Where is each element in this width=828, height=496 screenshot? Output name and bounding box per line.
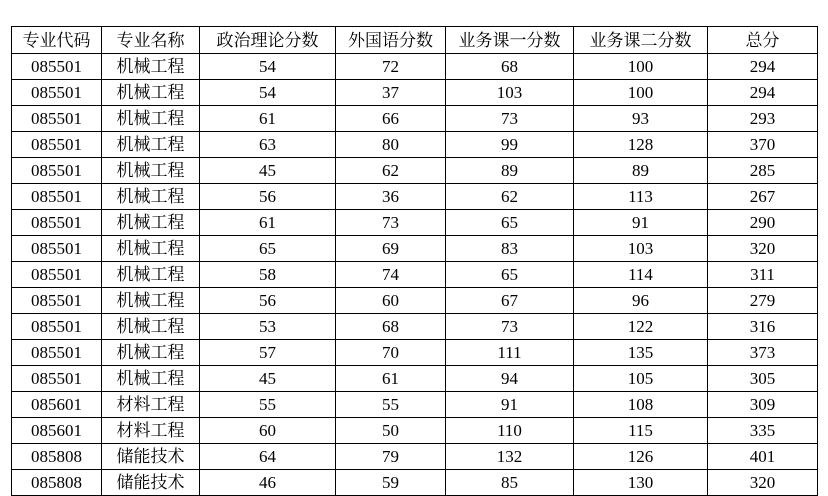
table-row bbox=[12, 366, 818, 392]
cell-politics-score: 54 bbox=[200, 80, 336, 106]
cell-major-name: 机械工程 bbox=[102, 262, 200, 288]
cell-subject-two-score: 108 bbox=[574, 392, 708, 418]
cell-total-score: 267 bbox=[708, 184, 818, 210]
cell-politics-score: 54 bbox=[200, 54, 336, 80]
table-row bbox=[12, 158, 818, 184]
cell-subject-one-score: 68 bbox=[446, 54, 574, 80]
cell-subject-two-score: 89 bbox=[574, 158, 708, 184]
cell-total-score: 311 bbox=[708, 262, 818, 288]
cell-politics-score: 60 bbox=[200, 418, 336, 444]
cell-foreign-language-score: 69 bbox=[336, 236, 446, 262]
cell-subject-one-score: 73 bbox=[446, 314, 574, 340]
cell-politics-score: 53 bbox=[200, 314, 336, 340]
table-row bbox=[12, 418, 818, 444]
cell-subject-two-score: 105 bbox=[574, 366, 708, 392]
cell-total-score: 320 bbox=[708, 236, 818, 262]
table-header-row bbox=[12, 27, 818, 54]
cell-major-code: 085501 bbox=[12, 106, 102, 132]
cell-major-name: 储能技术 bbox=[102, 470, 200, 496]
cell-foreign-language-score: 70 bbox=[336, 340, 446, 366]
cell-major-name: 机械工程 bbox=[102, 236, 200, 262]
cell-subject-one-score: 94 bbox=[446, 366, 574, 392]
cell-politics-score: 56 bbox=[200, 184, 336, 210]
cell-foreign-language-score: 73 bbox=[336, 210, 446, 236]
cell-total-score: 370 bbox=[708, 132, 818, 158]
cell-total-score: 293 bbox=[708, 106, 818, 132]
cell-subject-two-score: 135 bbox=[574, 340, 708, 366]
cell-subject-two-score: 122 bbox=[574, 314, 708, 340]
cell-major-name: 机械工程 bbox=[102, 132, 200, 158]
table-row bbox=[12, 210, 818, 236]
cell-major-code: 085501 bbox=[12, 210, 102, 236]
cell-major-name: 机械工程 bbox=[102, 54, 200, 80]
cell-major-code: 085501 bbox=[12, 158, 102, 184]
cell-major-code: 085601 bbox=[12, 418, 102, 444]
cell-total-score: 294 bbox=[708, 80, 818, 106]
cell-major-name: 机械工程 bbox=[102, 210, 200, 236]
cell-major-name: 机械工程 bbox=[102, 106, 200, 132]
table-row bbox=[12, 80, 818, 106]
column-header-subject-two-score: 业务课二分数 bbox=[574, 27, 708, 54]
column-header-major-name: 专业名称 bbox=[102, 27, 200, 54]
cell-subject-two-score: 103 bbox=[574, 236, 708, 262]
cell-major-code: 085601 bbox=[12, 392, 102, 418]
cell-subject-one-score: 110 bbox=[446, 418, 574, 444]
table-row bbox=[12, 236, 818, 262]
table-row bbox=[12, 54, 818, 80]
table-row bbox=[12, 288, 818, 314]
cell-foreign-language-score: 60 bbox=[336, 288, 446, 314]
cell-politics-score: 58 bbox=[200, 262, 336, 288]
cell-foreign-language-score: 79 bbox=[336, 444, 446, 470]
table-row bbox=[12, 444, 818, 470]
cell-major-code: 085501 bbox=[12, 288, 102, 314]
cell-major-name: 机械工程 bbox=[102, 314, 200, 340]
cell-total-score: 305 bbox=[708, 366, 818, 392]
cell-major-code: 085501 bbox=[12, 340, 102, 366]
cell-subject-one-score: 65 bbox=[446, 262, 574, 288]
cell-foreign-language-score: 68 bbox=[336, 314, 446, 340]
cell-total-score: 401 bbox=[708, 444, 818, 470]
cell-foreign-language-score: 80 bbox=[336, 132, 446, 158]
cell-major-code: 085808 bbox=[12, 444, 102, 470]
cell-foreign-language-score: 61 bbox=[336, 366, 446, 392]
cell-total-score: 373 bbox=[708, 340, 818, 366]
cell-foreign-language-score: 50 bbox=[336, 418, 446, 444]
cell-total-score: 279 bbox=[708, 288, 818, 314]
cell-politics-score: 61 bbox=[200, 210, 336, 236]
table-row bbox=[12, 106, 818, 132]
column-header-total-score: 总分 bbox=[708, 27, 818, 54]
table-row bbox=[12, 470, 818, 496]
cell-foreign-language-score: 59 bbox=[336, 470, 446, 496]
cell-major-code: 085501 bbox=[12, 366, 102, 392]
cell-subject-one-score: 132 bbox=[446, 444, 574, 470]
cell-total-score: 290 bbox=[708, 210, 818, 236]
cell-politics-score: 55 bbox=[200, 392, 336, 418]
cell-major-name: 材料工程 bbox=[102, 392, 200, 418]
table-row bbox=[12, 340, 818, 366]
cell-subject-two-score: 126 bbox=[574, 444, 708, 470]
cell-major-code: 085501 bbox=[12, 80, 102, 106]
cell-major-name: 机械工程 bbox=[102, 158, 200, 184]
cell-politics-score: 45 bbox=[200, 158, 336, 184]
cell-politics-score: 61 bbox=[200, 106, 336, 132]
cell-major-code: 085501 bbox=[12, 54, 102, 80]
cell-politics-score: 64 bbox=[200, 444, 336, 470]
cell-foreign-language-score: 74 bbox=[336, 262, 446, 288]
cell-foreign-language-score: 72 bbox=[336, 54, 446, 80]
table-body bbox=[12, 54, 818, 496]
cell-subject-one-score: 65 bbox=[446, 210, 574, 236]
cell-politics-score: 46 bbox=[200, 470, 336, 496]
cell-politics-score: 63 bbox=[200, 132, 336, 158]
cell-subject-one-score: 111 bbox=[446, 340, 574, 366]
cell-politics-score: 45 bbox=[200, 366, 336, 392]
cell-subject-one-score: 67 bbox=[446, 288, 574, 314]
cell-major-code: 085808 bbox=[12, 470, 102, 496]
cell-total-score: 335 bbox=[708, 418, 818, 444]
cell-foreign-language-score: 55 bbox=[336, 392, 446, 418]
table-row bbox=[12, 262, 818, 288]
cell-subject-two-score: 96 bbox=[574, 288, 708, 314]
cell-major-code: 085501 bbox=[12, 132, 102, 158]
table-row bbox=[12, 392, 818, 418]
cell-total-score: 285 bbox=[708, 158, 818, 184]
cell-major-code: 085501 bbox=[12, 262, 102, 288]
cell-subject-one-score: 99 bbox=[446, 132, 574, 158]
column-header-foreign-language-score: 外国语分数 bbox=[336, 27, 446, 54]
cell-subject-two-score: 114 bbox=[574, 262, 708, 288]
cell-major-name: 机械工程 bbox=[102, 80, 200, 106]
table-row bbox=[12, 132, 818, 158]
cell-politics-score: 65 bbox=[200, 236, 336, 262]
table-header bbox=[12, 27, 818, 54]
cell-subject-two-score: 100 bbox=[574, 80, 708, 106]
cell-subject-one-score: 83 bbox=[446, 236, 574, 262]
cell-foreign-language-score: 37 bbox=[336, 80, 446, 106]
table-row bbox=[12, 314, 818, 340]
cell-major-name: 机械工程 bbox=[102, 184, 200, 210]
cell-subject-one-score: 85 bbox=[446, 470, 574, 496]
cell-subject-two-score: 115 bbox=[574, 418, 708, 444]
cell-subject-one-score: 62 bbox=[446, 184, 574, 210]
cell-politics-score: 57 bbox=[200, 340, 336, 366]
cell-subject-two-score: 128 bbox=[574, 132, 708, 158]
table-row bbox=[12, 184, 818, 210]
cell-major-name: 储能技术 bbox=[102, 444, 200, 470]
cell-subject-one-score: 89 bbox=[446, 158, 574, 184]
cell-subject-two-score: 91 bbox=[574, 210, 708, 236]
cell-total-score: 320 bbox=[708, 470, 818, 496]
column-header-major-code: 专业代码 bbox=[12, 27, 102, 54]
cell-subject-two-score: 100 bbox=[574, 54, 708, 80]
score-table-container bbox=[11, 26, 817, 496]
score-table bbox=[11, 26, 818, 496]
cell-major-code: 085501 bbox=[12, 314, 102, 340]
cell-subject-two-score: 130 bbox=[574, 470, 708, 496]
cell-subject-one-score: 103 bbox=[446, 80, 574, 106]
cell-subject-one-score: 91 bbox=[446, 392, 574, 418]
column-header-subject-one-score: 业务课一分数 bbox=[446, 27, 574, 54]
cell-foreign-language-score: 62 bbox=[336, 158, 446, 184]
cell-total-score: 309 bbox=[708, 392, 818, 418]
cell-total-score: 294 bbox=[708, 54, 818, 80]
cell-major-name: 机械工程 bbox=[102, 288, 200, 314]
cell-politics-score: 56 bbox=[200, 288, 336, 314]
cell-foreign-language-score: 66 bbox=[336, 106, 446, 132]
cell-major-name: 机械工程 bbox=[102, 366, 200, 392]
cell-subject-two-score: 113 bbox=[574, 184, 708, 210]
cell-foreign-language-score: 36 bbox=[336, 184, 446, 210]
cell-subject-two-score: 93 bbox=[574, 106, 708, 132]
cell-major-name: 材料工程 bbox=[102, 418, 200, 444]
column-header-politics-score: 政治理论分数 bbox=[200, 27, 336, 54]
cell-major-code: 085501 bbox=[12, 236, 102, 262]
cell-major-name: 机械工程 bbox=[102, 340, 200, 366]
cell-subject-one-score: 73 bbox=[446, 106, 574, 132]
cell-major-code: 085501 bbox=[12, 184, 102, 210]
cell-total-score: 316 bbox=[708, 314, 818, 340]
